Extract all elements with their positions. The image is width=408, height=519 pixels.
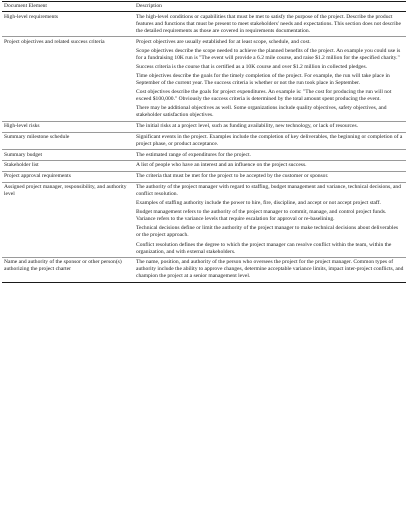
description-cell <box>134 121 406 132</box>
description-paragraph: Conflict resolution defines the degree to which the project manager can resolve conflict within the team, within the organization, and with external stakeholders. <box>136 241 392 255</box>
element-cell: High-level risks <box>2 121 134 132</box>
table-row <box>2 182 406 257</box>
description-paragraph: The high-level conditions or capabilities that must be met to satisfy the purpose of the project. Describe the product features and functions that must be present to meet stakeholders' needs and expectations. This section does not describe the detailed requirements as those are covered in requirements documentation. <box>136 13 401 34</box>
table-row <box>2 161 406 172</box>
element-cell: Name and authority of the sponsor or other person(s) authorizing the project charter <box>2 257 134 282</box>
table-row <box>2 121 406 132</box>
table-row <box>2 37 406 122</box>
element-cell: Project objectives and related success criteria <box>2 37 134 122</box>
charter-elements-table <box>2 1 406 283</box>
table-header-row <box>2 2 406 12</box>
description-cell <box>134 171 406 182</box>
table-row <box>2 257 406 282</box>
description-paragraph: Scope objectives describe the scope needed to achieve the planned benefits of the project. An example you could use is for a fundraising 10K run is "The event will provide a 6.2 mile course, and raise $1.2 million for the specified charity." <box>136 47 401 61</box>
description-paragraph: The initial risks at a project level, such as funding availability, new technology, or lack of resources. <box>136 123 359 130</box>
table-row <box>2 150 406 161</box>
description-cell <box>134 37 406 122</box>
description-paragraph: There may be additional objectives as well. Some organizations include quality objectives, safety objectives, and stakeholder satisfaction objectives. <box>136 105 387 119</box>
column-header-description: Description <box>134 2 406 12</box>
element-cell: Project approval requirements <box>2 171 134 182</box>
element-cell: Summary milestone schedule <box>2 132 134 150</box>
description-cell <box>134 182 406 257</box>
element-cell: Assigned project manager, responsibility, and authority level <box>2 182 134 257</box>
description-paragraph: The criteria that must be met for the project to be accepted by the customer or sponsor. <box>136 173 329 180</box>
element-cell: Summary budget <box>2 150 134 161</box>
description-paragraph: Time objectives describe the goals for the timely completion of the project. For example, the run will take place in September of the current year. The success criteria is whether or not the run took place in September. <box>136 73 390 87</box>
table-row <box>2 171 406 182</box>
description-cell <box>134 132 406 150</box>
description-paragraph: Examples of staffing authority include the power to hire, fire, discipline, and accept or not accept project staff. <box>136 200 381 207</box>
description-paragraph: Significant events in the project. Examples include the completion of key deliverables, the beginning or completion of a project phase, or product acceptance. <box>136 133 403 147</box>
description-paragraph: Technical decisions define or limit the authority of the project manager to make technical decisions about deliverables or the project approach. <box>136 225 399 239</box>
description-paragraph: The authority of the project manager with regard to staffing, budget management and variance, technical decisions, and conflict resolution. <box>136 183 401 197</box>
table-row <box>2 132 406 150</box>
description-paragraph: Project objectives are usually established for at least scope, schedule, and cost. <box>136 38 311 45</box>
description-paragraph: Budget management refers to the authority of the project manager to commit, manage, and control project funds. Variance refers to the variance levels that require escalation for approval or re-baselining. <box>136 209 387 223</box>
description-cell <box>134 12 406 37</box>
description-paragraph: Success criteria is the course that is certified as a 10K course and over $1.2 million in collected pledges. <box>136 63 368 70</box>
table-row <box>2 12 406 37</box>
description-cell <box>134 257 406 282</box>
description-cell <box>134 150 406 161</box>
column-header-document-element: Document Element <box>2 2 134 12</box>
description-paragraph: The name, position, and authority of the person who oversees the project for the project manager. Common types of authority include the ability to approve changes, determine acceptable variance limits, impact inter-project conflicts, and champion the project at a senior management level. <box>136 259 404 280</box>
description-paragraph: Cost objectives describe the goals for project expenditures. An example is: "The cost for producing the run will not exceed $100,000." Obviously the success criteria is determined by the total amount spent producing the event. <box>136 89 392 103</box>
description-cell <box>134 161 406 172</box>
description-paragraph: The estimated range of expenditures for the project. <box>136 151 251 158</box>
description-paragraph: A list of people who have an interest and an influence on the project success. <box>136 162 307 169</box>
element-cell: Stakeholder list <box>2 161 134 172</box>
element-cell: High-level requirements <box>2 12 134 37</box>
